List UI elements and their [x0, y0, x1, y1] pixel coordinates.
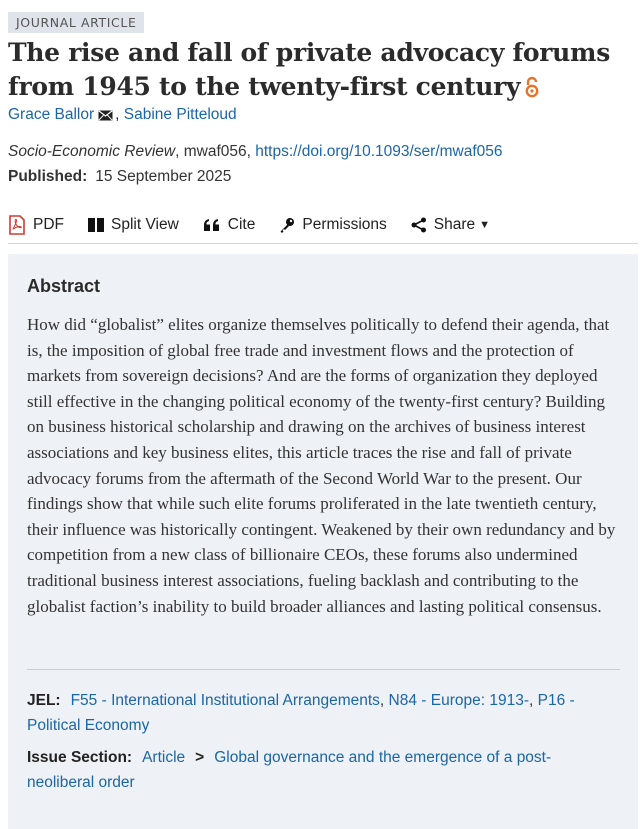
article-id: , mwaf056, [175, 143, 256, 160]
pdf-label: PDF [33, 215, 64, 233]
jel-classification: JEL: F55 - International Institutional Arrangements, N84 - Europe: 1913-, P16 - Political Economy [27, 692, 575, 734]
issue-section [27, 745, 617, 795]
jel-link-p16[interactable]: P16 - Political Economy [27, 692, 575, 734]
share-label: Share [433, 215, 476, 233]
doi-link[interactable]: https://doi.org/10.1093/ser/mwaf056 [255, 143, 503, 160]
pdf-button[interactable] [8, 215, 64, 235]
author-list [8, 104, 237, 128]
published-date [8, 166, 231, 188]
permissions-label: Permissions [302, 215, 387, 233]
jel-link-f55[interactable]: F55 - International Institutional Arrangements [70, 692, 380, 709]
pdf-icon [8, 215, 26, 235]
share-icon [411, 217, 427, 233]
journal-citation [8, 141, 503, 163]
split-view-label: Split View [111, 215, 179, 233]
share-button[interactable] [411, 216, 490, 234]
quote-icon [203, 218, 221, 232]
abstract-section [8, 254, 638, 829]
issue-section-link-subsection[interactable]: Global governance and the emergence of a post-neoliberal order [27, 749, 552, 791]
abstract-heading: Abstract [27, 276, 101, 296]
published-label: Published: [8, 168, 88, 185]
permissions-button[interactable] [279, 216, 386, 234]
article-type-badge: JOURNAL ARTICLE [8, 12, 144, 33]
author-separator: , [115, 106, 120, 123]
chevron-down-icon: ▼ [479, 218, 491, 231]
jel-label: JEL: [27, 692, 61, 709]
journal-name: Socio-Economic Review [8, 143, 176, 160]
email-icon[interactable] [98, 106, 113, 128]
jel-link-n84[interactable]: N84 - Europe: 1913- [388, 692, 529, 709]
article-title [8, 36, 633, 107]
split-view-button[interactable] [88, 216, 179, 234]
issue-section-link-article[interactable]: Article [142, 749, 186, 766]
cite-label: Cite [227, 215, 256, 233]
issue-section-label: Issue Section: [27, 749, 133, 766]
article-toolbar [8, 206, 638, 244]
author-link-grace-ballor[interactable]: Grace Ballor [8, 106, 95, 123]
article-title-text: The rise and fall of private advocacy forums from 1945 to the twenty-first century [8, 38, 610, 101]
published-value: 15 September 2025 [95, 168, 232, 185]
key-icon [279, 217, 295, 233]
cite-button[interactable] [203, 216, 256, 234]
split-view-icon [88, 218, 104, 232]
breadcrumb-separator: > [195, 749, 205, 766]
section-divider [27, 669, 620, 670]
open-access-icon [524, 73, 540, 107]
author-link-sabine-pitteloud[interactable]: Sabine Pitteloud [123, 106, 237, 123]
abstract-text: How did “globalist” elites organize themselves politically to defend their agenda, that is, the imposition of global free trade and investment flows and the protection of markets from sovereign decisions? And are the forms of organization they deployed still effective in the changing political economy of the twenty-first century? Building on business historical scholarship and drawing on the archives of business interest associations and key business elites, this article traces the rise and fall of private advocacy forums from the aftermath of the Second World War to the present. Our findings show that while such elite forums proliferated in the late twentieth century, their influence was historically contingent. Weakened by their own redundancy and by competition from a new class of billionaire CEOs, these forums also undermined traditional business interest associations, fueling backlash and contributing to the globalist faction’s inability to build broader alliances and lasting political consensus. [27, 315, 616, 616]
